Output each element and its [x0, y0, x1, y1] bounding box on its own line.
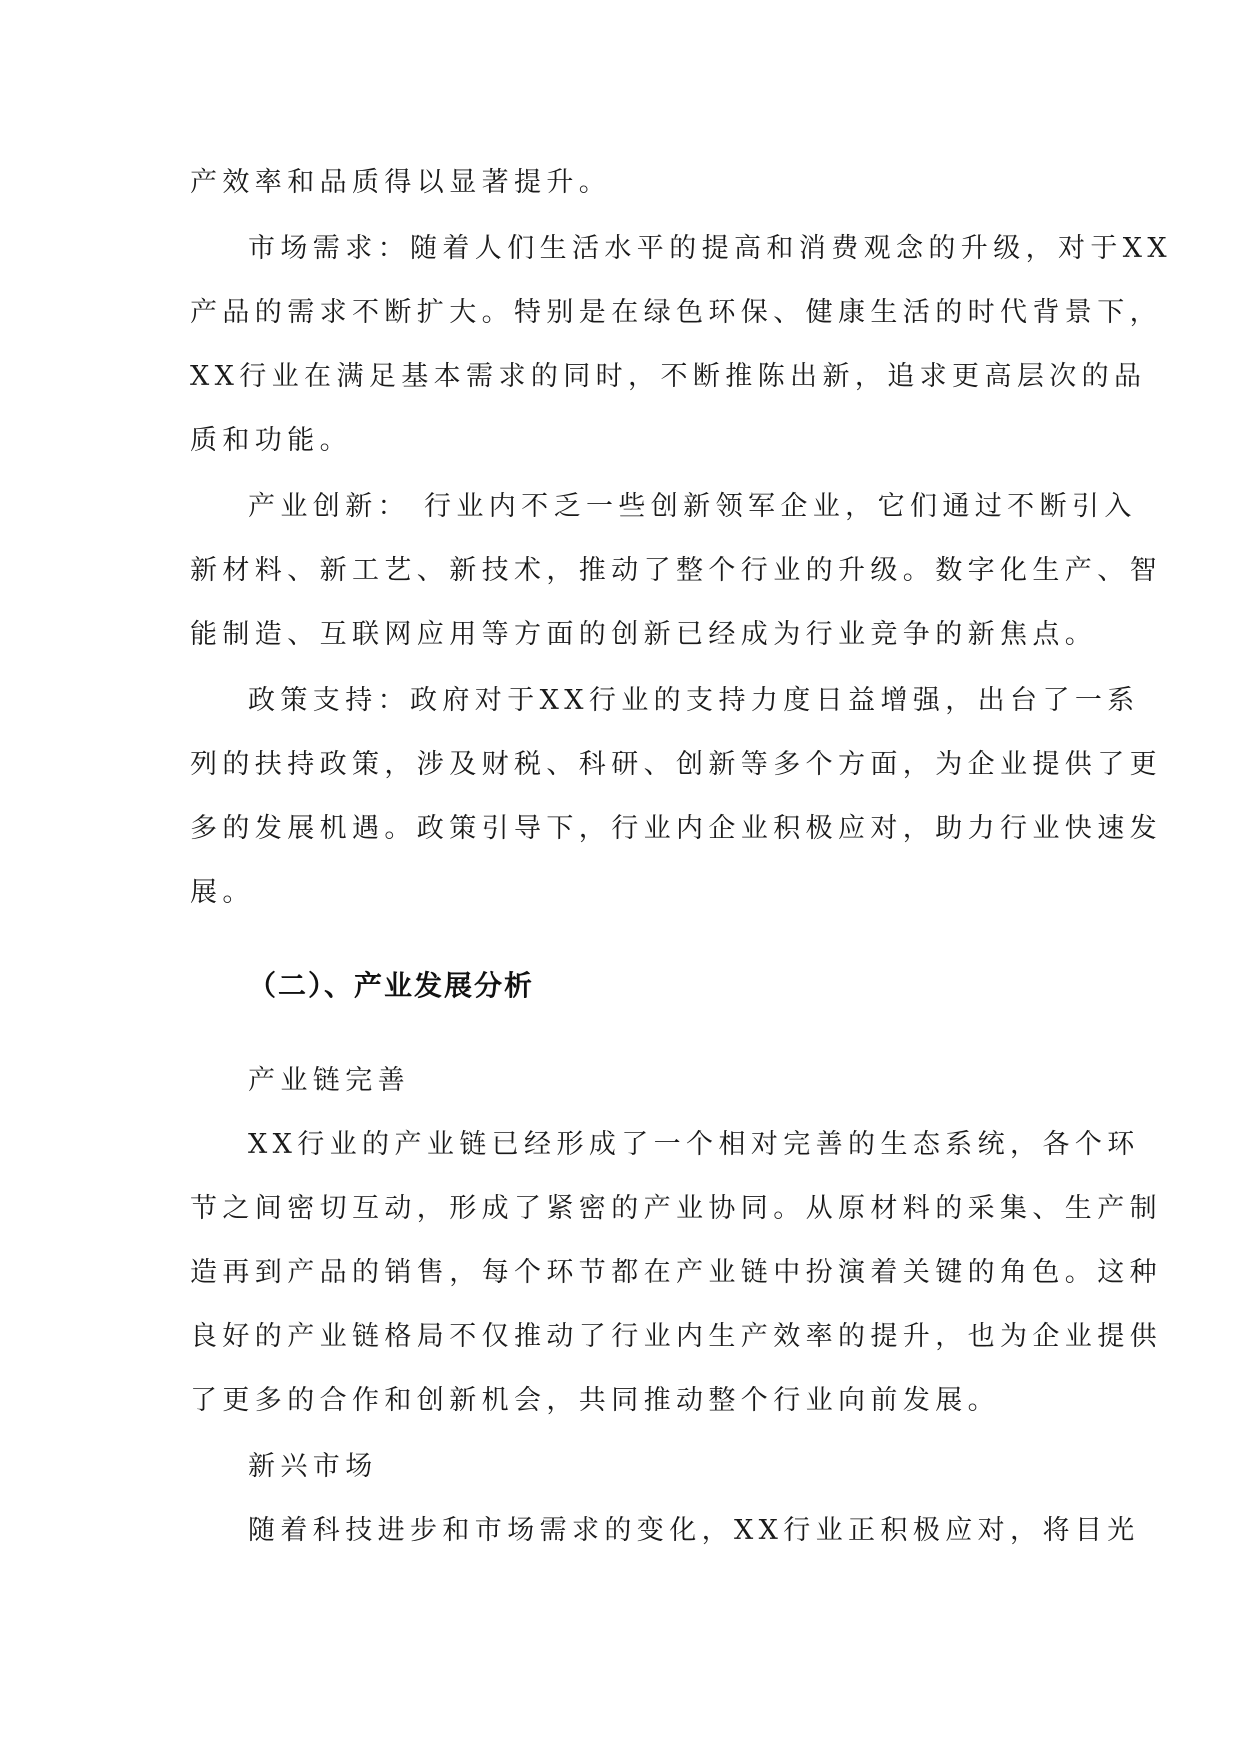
paragraph-industry-chain: XX行业的产业链已经形成了一个相对完善的生态系统，各个环	[248, 1129, 1140, 1160]
text-line: XX行业在满足基本需求的同时，不断推陈出新，追求更高层次的品	[190, 361, 1147, 392]
paragraph-industry-innovation: 产业创新： 行业内不乏一些创新领军企业，它们通过不断引入	[248, 491, 1137, 522]
text-line: 造再到产品的销售，每个环节都在产业链中扮演着关键的角色。这种	[190, 1257, 1162, 1288]
subheading-industry-chain: 产业链完善	[248, 1065, 410, 1096]
text-line: 展。	[190, 877, 255, 908]
paragraph-policy-support: 政策支持：政府对于XX行业的支持力度日益增强，出台了一系	[248, 685, 1140, 716]
paragraph-emerging-markets: 随着科技进步和市场需求的变化，XX行业正积极应对，将目光	[248, 1515, 1140, 1546]
text-line: 质和功能。	[190, 425, 352, 456]
text-line: 节之间密切互动，形成了紧密的产业协同。从原材料的采集、生产制	[190, 1193, 1162, 1224]
text-line: 列的扶持政策，涉及财税、科研、创新等多个方面，为企业提供了更	[190, 749, 1162, 780]
subheading-emerging-markets: 新兴市场	[248, 1451, 378, 1482]
text-line: 产品的需求不断扩大。特别是在绿色环保、健康生活的时代背景下，	[190, 297, 1162, 328]
section-heading: （二）、产业发展分析	[248, 969, 535, 1002]
text-line: 新材料、新工艺、新技术，推动了整个行业的升级。数字化生产、智	[190, 555, 1162, 586]
text-line: 产效率和品质得以显著提升。	[190, 167, 612, 198]
text-line: 良好的产业链格局不仅推动了行业内生产效率的提升，也为企业提供	[190, 1321, 1162, 1352]
text-line: 了更多的合作和创新机会，共同推动整个行业向前发展。	[190, 1385, 1000, 1416]
paragraph-market-demand: 市场需求：随着人们生活水平的提高和消费观念的升级，对于XX	[248, 233, 1173, 264]
text-line: 能制造、互联网应用等方面的创新已经成为行业竞争的新焦点。	[190, 619, 1098, 650]
text-line: 多的发展机遇。政策引导下，行业内企业积极应对，助力行业快速发	[190, 813, 1162, 844]
